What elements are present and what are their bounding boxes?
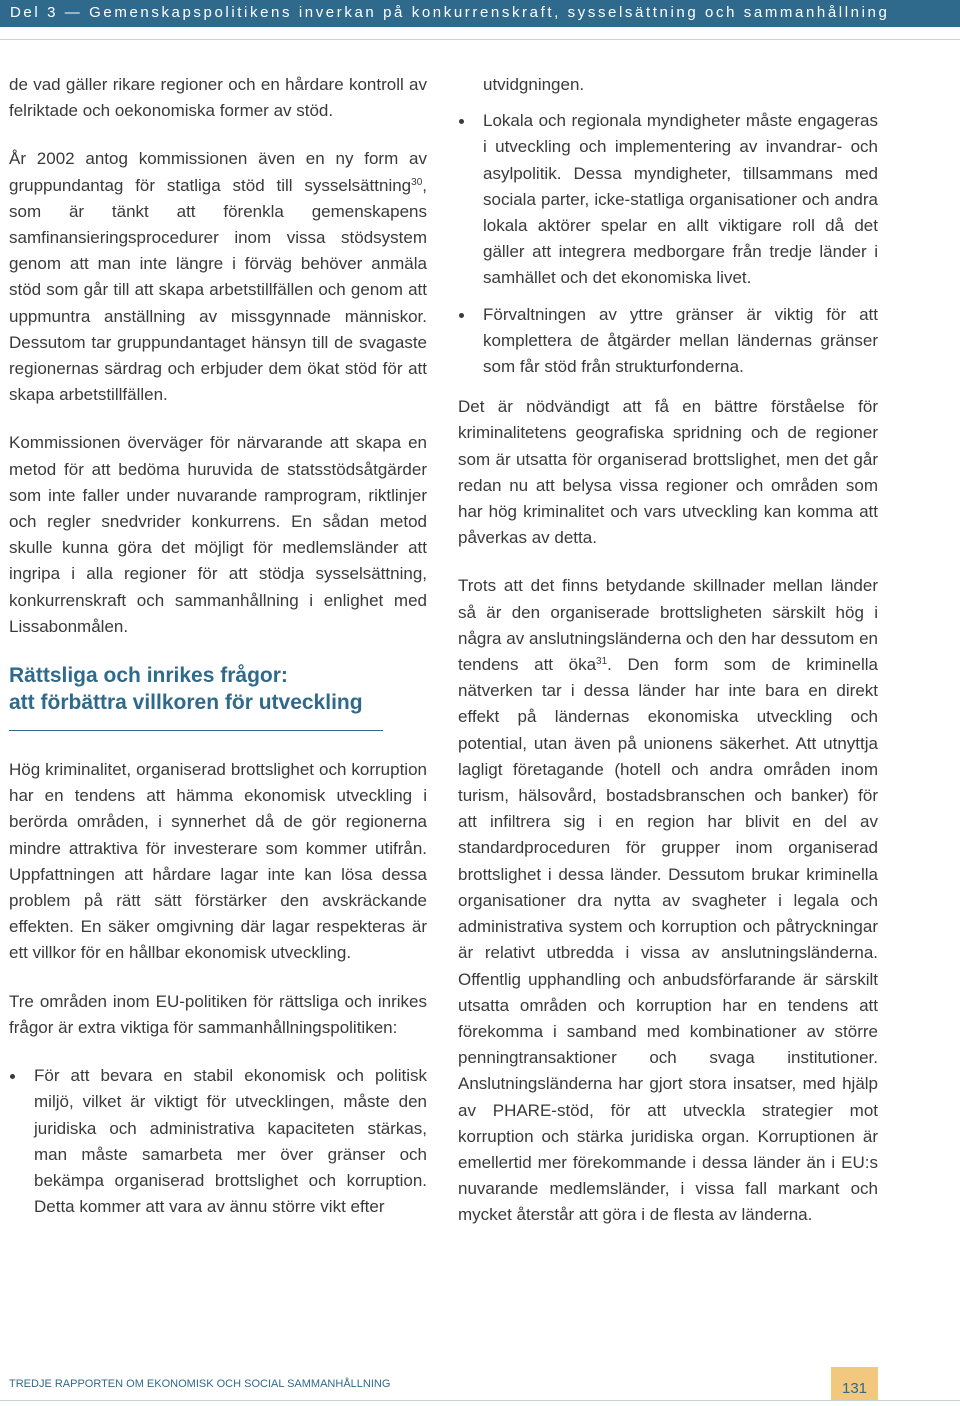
list-item: Förvaltningen av yttre gränser är viktig för att komplettera de åtgärder mellan ländernas gränser som får stöd från strukturfonderna. <box>458 302 878 381</box>
right-paragraph-2: Trots att det finns betydande skillnader mellan länder så är den organiserade brottsligheten särskilt hög i några av anslutningsländerna och den har dessutom en tendens att öka$^{31}$. Den form som de kriminella nätverken tar i dessa länder har inte bara en direkt effekt på ländernas ekonomiska utveckling och potential, utan även på unionens säkerhet. Att utnyttja lagligt företagande (hotell och andra områden inom turism, hälsovård, bostadsbranschen och banker) för att infiltrera sig i en region har blivit en del av standardproceduren för grupper inom organiserad brottslighet i dessa länder. Dessutom brukar kriminella organisationer dra nytta av svagheter i legala och administrativa system och korruption och påtryckningar är relativt utbredda i vissa av anslutningsländerna. Offentlig upphandling och anbudsförfarande är särskilt utsatta områden och korruption har en tendens att förekomma i samband med kombinationer av större penningtransaktioner och svaga institutioner. Anslutningsländerna har gjort stora insatser, med hjälp av PHARE-stöd, för att utveckla strategier mot korruption och stärka juridiska organ. Korruptionen är emellertid mer förekommande i dessa länder än i EU:s nuvarande medlemsländer, i vissa fall markant och mycket återstår att göra i de flesta av länderna. <box>458 576 878 1225</box>
section-heading-line-2: att förbättra villkoren för utveckling <box>9 691 363 715</box>
section-heading <box>9 662 427 716</box>
footnote-ref-30: 30 <box>411 176 423 188</box>
left-paragraph-2: År 2002 antog kommissionen även en ny form av gruppundantag för statliga stöd till sysselsättning$^{30}$, som är tänkt att förenkla gemenskapens samfinansieringsprocedurer inom vissa stödsystem genom att man inte längre i förväg behöver anmäla stöd som går till att skapa arbetstillfällen och genom att uppmuntra anställning av missgynnade människor. Dessutom tar gruppundantaget hänsyn till de svagaste regionernas särdrag och erbjuder dem ökat stöd för att skapa arbetstillfällen. <box>9 149 427 405</box>
left-paragraph-4: Hög kriminalitet, organiserad brottslighet och korruption har en tendens att hämma ekonomisk utveckling i berörda områden, i synnerhet då de gör regionerna mindre attraktiva för investerare som kommer utifrån. Uppfattningen att hårdare lagar inte kan lösa dessa problem på rätt sätt förstärker den avskräckande effekten. En säker omgivning där lagar respekteras är ett villkor för en hållbar ekonomisk utveckling. <box>9 760 427 963</box>
bullet-list-right <box>458 108 878 380</box>
bullet-icon <box>459 313 464 318</box>
header-bar <box>0 0 960 27</box>
left-column <box>9 72 427 1234</box>
bullet-icon <box>10 1074 15 1079</box>
list-item: För att bevara en stabil ekonomisk och politisk miljö, vilket är viktigt för utvecklingen, måste den juridiska och administrativa kapaciteten stärkas, man måste samarbeta mer över gränser och bekämpa organiserad brottslighet och korruption. Detta kommer att vara av ännu större vikt efter <box>9 1063 427 1220</box>
section-heading-line-1: Rättsliga och inrikes frågor: <box>9 664 288 688</box>
list-item: Lokala och regionala myndigheter måste engageras i utveckling och implementering av invandrar- och asylpolitik. Dessa myndigheter, tillsammans med sociala parter, icke-statliga organisationer och andra lokala aktörer spelar en allt viktigare roll då det gäller att integrera medborgare från tredje länder i samhället och det ekonomiska livet. <box>458 108 878 291</box>
footnote-ref-31: 31 <box>596 656 608 668</box>
footer-report-title: TREDJE RAPPORTEN OM EKONOMISK OCH SOCIAL SAMMANHÅLLNING <box>9 1378 391 1390</box>
bullet-list-left <box>9 1063 427 1220</box>
footer-divider <box>0 1400 960 1401</box>
left-paragraph-5: Tre områden inom EU-politiken för rättsliga och inrikes frågor är extra viktiga för sammanhållningspolitiken: <box>9 991 427 1037</box>
left-paragraph-3: Kommissionen överväger för närvarande att skapa en metod för att bedöma huruvida de statsstödsåtgärder som inte faller under nuvarande ramprogram, riktlinjer och regler snedvrider konkurrens. En sådan metod skulle kunna göra det möjligt för medlemsländer att ingripa i alla regioner för att stödja sysselsättning, konkurrenskraft och sammanhållning i enlighet med Lissabonmålen. <box>9 433 427 636</box>
right-column <box>458 72 878 1251</box>
page-number: 131 <box>831 1367 878 1401</box>
bullet-icon <box>459 119 464 124</box>
section-heading-underline <box>9 730 383 731</box>
left-paragraph-1: de vad gäller rikare regioner och en hårdare kontroll av felriktade och oekonomiska former av stöd. <box>9 75 427 121</box>
header-divider <box>0 39 960 40</box>
right-paragraph-1: Det är nödvändigt att få en bättre förståelse för kriminalitetens geografiska spridning och de regioner som är utsatta för organiserad brottslighet, men det går redan nu att belysa vissa regioner och områden som har hög kriminalitet och vars utveckling kan komma att påverkas av detta. <box>458 397 878 548</box>
running-header-title: Del 3 — Gemenskapspolitikens inverkan på konkurrenskraft, sysselsättning och sammanhållning <box>10 4 890 21</box>
bullet-continuation: utvidgningen. <box>483 75 585 94</box>
